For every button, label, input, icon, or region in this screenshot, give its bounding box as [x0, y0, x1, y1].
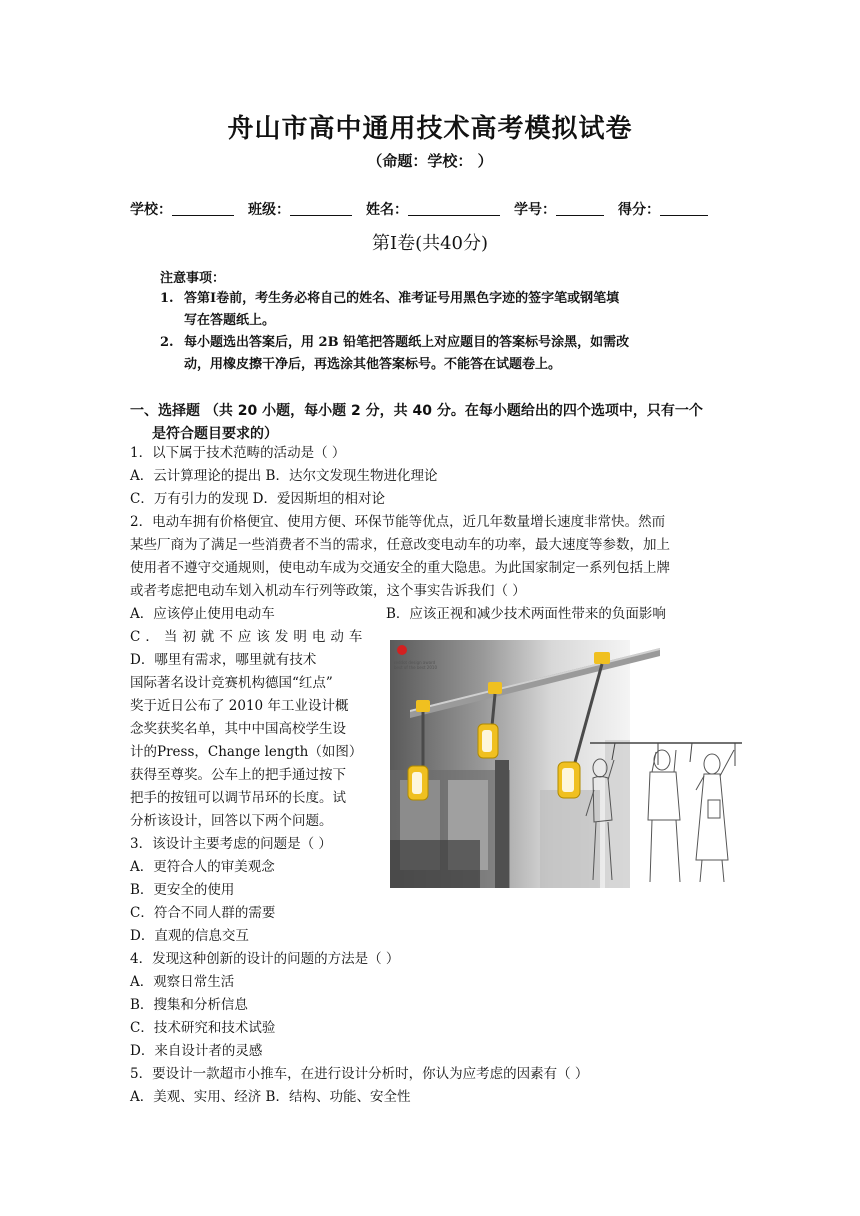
logo-text-1: reddot design award [394, 660, 436, 665]
name-blank [408, 201, 500, 216]
q3-option-d: D．直观的信息交互 [130, 928, 249, 944]
student-info-row [130, 199, 730, 219]
q2-stem-line4: 或者考虑把电动车划入机动车行列等政策，这个事实告诉我们（ ） [130, 583, 526, 599]
q4-stem: 4．发现这种创新的设计的问题的方法是（ ） [130, 951, 400, 967]
part1-heading: 一、选择题 （共 20 小题，每小题 2 分，共 40 分。在每小题给出的四个选项中，只有一个 是符合题目要求的） [130, 403, 703, 442]
notice-item-1: 1. 答第Ⅰ卷前，考生务必将自己的姓名、准考证号用黑色字迹的签字笔或钢笔填 写在答题纸上。 [160, 291, 620, 328]
school-field: 学校： [130, 199, 234, 219]
exam-subtitle: （命题：学校： ） [367, 152, 493, 170]
student-number-field: 学号： [514, 199, 604, 219]
q2-option-c: C．当初就不应该发明电动车 [130, 629, 368, 645]
bus-handle-photo [390, 640, 742, 888]
class-field: 班级： [248, 199, 352, 219]
notice-item-2: 2. 每小题选出答案后，用 2B 铅笔把答题纸上对应题目的答案标号涂黑，如需改 动，用橡皮擦干净后，再选涂其他答案标号。不能答在试题卷上。 [160, 335, 630, 372]
intro-line-2: 奖于近日公布了 2010 年工业设计概 [130, 698, 349, 714]
q3-option-b: B．更安全的使用 [130, 882, 235, 898]
intro-line-7: 分析该设计，回答以下两个问题。 [130, 813, 333, 829]
q2-option-a: A．应该停止使用电动车 [130, 606, 275, 622]
q2-option-b: B．应该正视和减少技术两面性带来的负面影响 [386, 606, 666, 622]
name-field: 姓名： [366, 199, 500, 219]
class-blank [290, 201, 352, 216]
q4-option-b: B．搜集和分析信息 [130, 997, 248, 1013]
notice-heading: 注意事项： [160, 271, 226, 286]
intro-line-4: 计的Press，Change length（如图） [130, 744, 363, 760]
student-number-blank [556, 201, 604, 216]
q2-stem-line1: 2．电动车拥有价格便宜、使用方便、环保节能等优点，近几年数量增长速度非常快。然而 [130, 514, 666, 530]
intro-line-1: 国际著名设计竞赛机构德国“红点” [130, 675, 333, 691]
intro-line-6: 把手的按钮可以调节吊环的长度。试 [130, 790, 346, 806]
intro-line-3: 念奖获奖名单，其中中国高校学生设 [130, 721, 346, 737]
q2-stem-line2: 某些厂商为了满足一些消费者不当的需求，任意改变电动车的功率，最大速度等参数，加上 [130, 537, 670, 553]
q1-stem: 1．以下属于技术范畴的活动是（ ） [130, 445, 346, 461]
exam-title: 舟山市高中通用技术高考模拟试卷 [227, 114, 633, 144]
q2-stem-line3: 使用者不遵守交通规则，使电动车成为交通安全的重大隐患。为此国家制定一系列包括上牌 [130, 560, 670, 576]
q1-options-cd: C．万有引力的发现 D．爱因斯坦的相对论 [130, 491, 385, 507]
q2-option-d: D．哪里有需求，哪里就有技术 [130, 652, 317, 668]
q4-option-c: C．技术研究和技术试验 [130, 1020, 276, 1036]
q3-option-a: A．更符合人的审美观念 [130, 859, 275, 875]
q5-options-ab: A．美观、实用、经济 B．结构、功能、安全性 [130, 1089, 411, 1105]
q3-option-c: C．符合不同人群的需要 [130, 905, 276, 921]
q5-stem: 5．要设计一款超市小推车，在进行设计分析时，你认为应考虑的因素有（ ） [130, 1066, 589, 1082]
score-blank [660, 201, 708, 216]
logo-text-2: best of the best 2010 [394, 665, 437, 670]
intro-line-5: 获得至尊奖。公车上的把手通过按下 [130, 767, 346, 783]
q4-option-a: A．观察日常生活 [130, 974, 235, 990]
school-blank [172, 201, 234, 216]
section-title: 第Ⅰ卷(共40分) [371, 233, 489, 254]
q3-stem: 3．该设计主要考虑的问题是（ ） [130, 836, 332, 852]
bus-handle-illustration [390, 640, 742, 888]
q1-options-ab: A．云计算理论的提出 B．达尔文发现生物进化理论 [130, 468, 438, 484]
score-field: 得分： [618, 199, 708, 219]
q4-option-d: D．来自设计者的灵感 [130, 1043, 263, 1059]
